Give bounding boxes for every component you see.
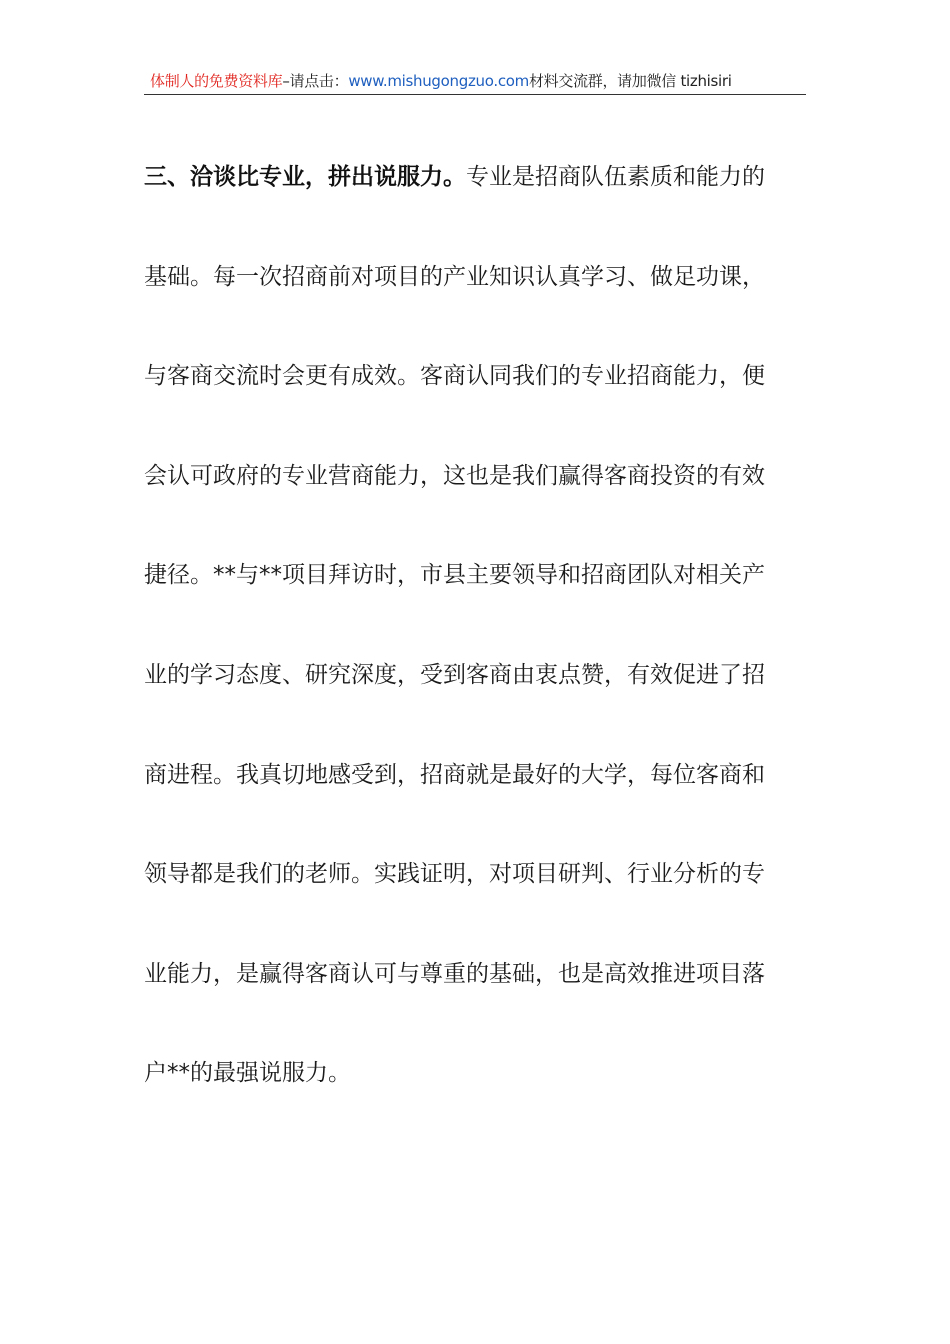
- paragraph-line: [144, 128, 804, 228]
- paragraph-text: 专业是招商队伍素质和能力的: [466, 164, 765, 190]
- header-note: 材料交流群，请加微信 tizhisiri: [528, 72, 732, 90]
- paragraph-line: 与客商交流时会更有成效。客商认同我们的专业招商能力，便: [144, 363, 765, 390]
- section-heading: 三、洽谈比专业，拼出说服力。: [144, 164, 466, 190]
- paragraph-line: 捷径。**与**项目拜访时，市县主要领导和招商团队对相关产: [144, 562, 765, 589]
- paragraph-line: 商进程。我真切地感受到，招商就是最好的大学，每位客商和: [144, 761, 765, 788]
- paragraph-line: 户**的最强说服力。: [144, 1060, 351, 1087]
- paragraph-line: 业的学习态度、研究深度，受到客商由衷点赞，有效促进了招: [144, 661, 765, 688]
- paragraph-line: 会认可政府的专业营商能力，这也是我们赢得客商投资的有效: [144, 462, 765, 489]
- article-paragraph: [144, 128, 804, 1124]
- header-prompt: –请点击：: [282, 72, 349, 90]
- page-header: [144, 70, 806, 95]
- paragraph-line: 基础。每一次招商前对项目的产业知识认真学习、做足功课，: [144, 263, 765, 290]
- paragraph-line: 业能力，是赢得客商认可与尊重的基础，也是高效推进项目落: [144, 960, 765, 987]
- paragraph-line: 领导都是我们的老师。实践证明，对项目研判、行业分析的专: [144, 861, 765, 888]
- article-body: [144, 128, 804, 1124]
- header-website-link[interactable]: www.mishugongzuo.com: [348, 72, 529, 90]
- header-brand: 体制人的免费资料库: [150, 72, 283, 90]
